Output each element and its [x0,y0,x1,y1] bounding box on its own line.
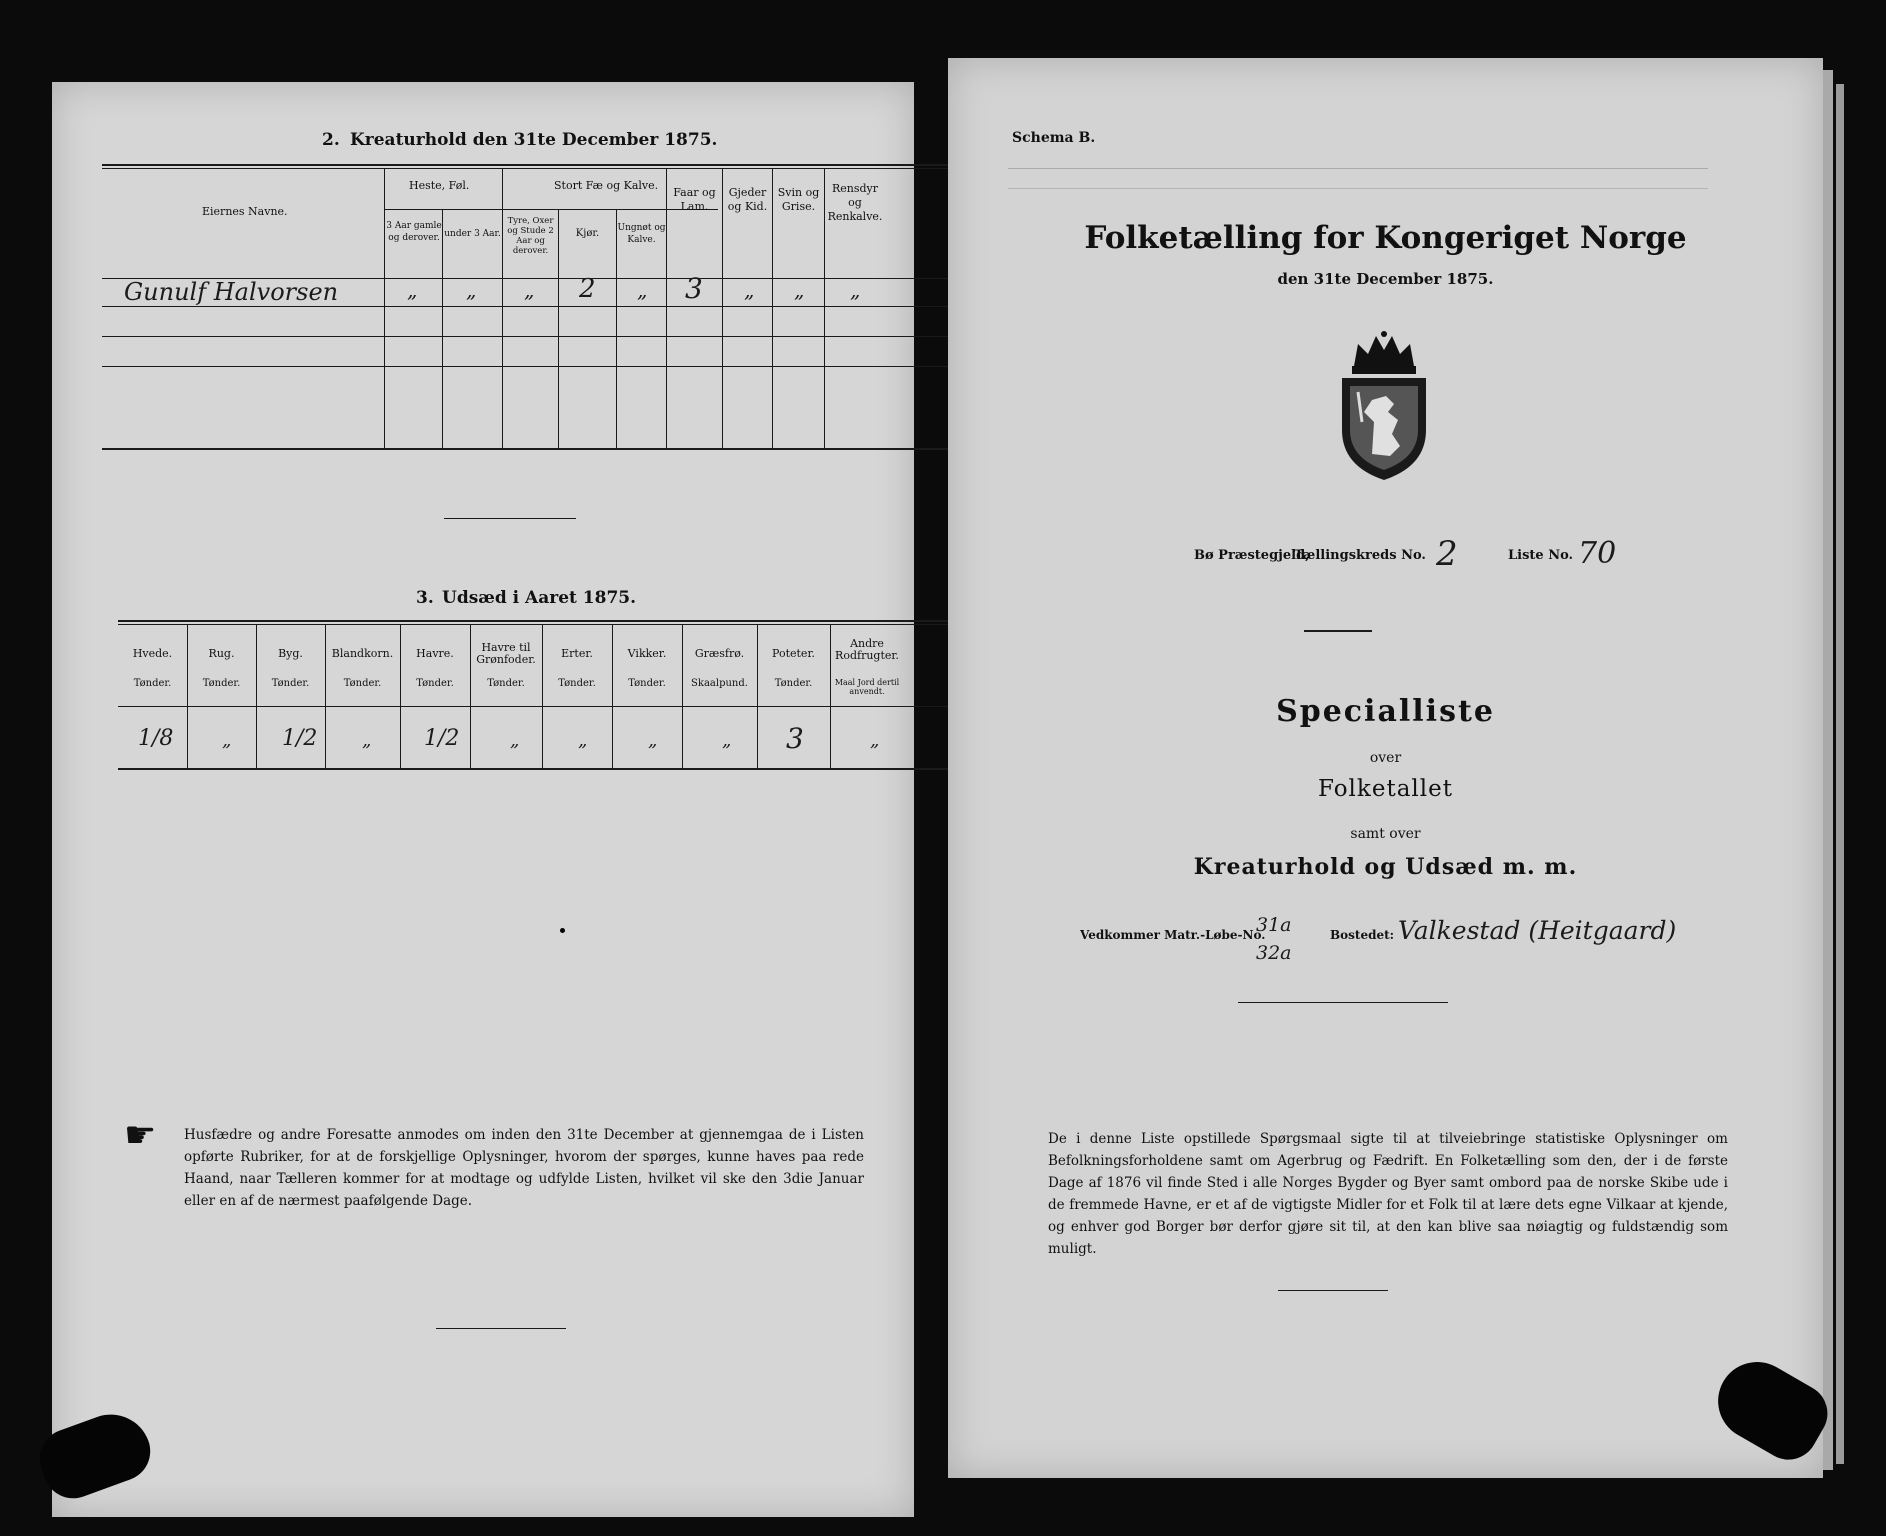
table3-cell: „ [510,730,520,751]
col-header-erter: Erter. [561,647,593,660]
owner-name-cell: Gunulf Halvorsen [124,278,339,306]
col-header-rug: Rug. [208,647,235,660]
table3-col-line [830,624,831,768]
page-edge [1836,84,1844,1464]
table3-col-line [682,624,683,768]
table2-row-rule [102,336,955,337]
table2-col-line [384,168,385,448]
col-header-gjeder: Gjeder og Kid. [727,186,768,213]
unit-andre-rodfrugter: Maal Jord dertil anvendt. [834,678,900,696]
table3-cell: „ [648,730,658,751]
unit-byg: Tønder. [271,678,310,689]
table3-col-line [470,624,471,768]
table2-cell: „ [524,278,535,302]
section3-title: Udsæd i Aaret 1875. [442,588,637,608]
section-divider [444,518,576,519]
table2-cell: „ [794,278,805,302]
right-page [948,58,1823,1478]
date-line: den 31te December 1875. [1277,270,1494,288]
table3-col-line [400,624,401,768]
table2-col-line [558,209,559,448]
col-header-ungnot: Ungnøt og Kalve. [617,223,666,245]
table2-row-rule [102,366,955,367]
unit-hvede: Tønder. [133,678,172,689]
table3-cell: 1/2 [282,726,318,751]
col-header-havre-gronfoder: Havre til Grønfoder. [476,641,536,666]
kreds-value: 2 [1436,534,1458,574]
liste-value: 70 [1578,536,1617,571]
col-header-rensdyr: Rensdyr og Renkalve. [827,182,883,223]
col-header-faar: Faar og Lam. [673,186,716,213]
table3-bottom-rule [118,768,956,770]
section2-number: 2. [322,130,340,150]
divider [1304,630,1372,632]
col-header-vikker: Vikker. [627,647,667,660]
unit-erter: Tønder. [558,678,596,689]
table2-top-rule [102,164,955,166]
col-header-poteter: Poteter. [772,647,815,660]
table3-cell: „ [722,730,732,751]
col-header-under-3: under 3 Aar. [444,229,501,239]
stort-fae-group-header: Stort Fæ og Kalve. [554,179,659,192]
bosted-value: Valkestad (Heitgaard) [1398,916,1677,945]
divider [1238,1002,1448,1003]
over-text: over [1369,750,1402,766]
matr-value-2: 32a [1256,942,1292,964]
col-header-kjor: Kjør. [575,228,600,239]
matr-value-1: 31a [1256,914,1292,936]
unit-vikker: Tønder. [628,678,666,689]
col-header-svin: Svin og Grise. [777,186,820,213]
matr-label: Vedkommer Matr.-Løbe-No. [1080,928,1266,942]
page-edge [1823,70,1833,1470]
table2-top-rule-2 [102,168,955,169]
unit-havre-gronfoder: Tønder. [487,678,525,689]
table3-col-line [325,624,326,768]
ink-dot [560,928,565,933]
table3-cell: 1/2 [424,726,460,751]
schema-label: Schema B. [1012,130,1096,146]
table2-col-line [442,209,443,448]
unit-rug: Tønder. [202,678,241,689]
folketallet-title: Folketallet [1318,776,1453,802]
coat-of-arms-icon [1328,330,1440,482]
table3-cell: „ [578,730,588,751]
table3-col-line [256,624,257,768]
liste-label: Liste No. [1508,548,1574,563]
table2-cell: „ [466,278,477,302]
table2-cell: 3 [685,272,703,305]
col-header-blandkorn: Blandkorn. [331,647,394,660]
section2-title: Kreaturhold den 31te December 1875. [350,130,718,150]
col-header-andre-rodfrugter: Andre Rodfrugter. [835,637,899,662]
unit-graesfro: Skaalpund. [691,678,748,689]
table2-cell: „ [744,278,755,302]
table2-col-line [502,168,503,448]
table3-col-line [757,624,758,768]
main-title: Folketælling for Kongeriget Norge [1084,220,1687,256]
specialliste-title: Specialliste [1276,694,1495,729]
col-header-graesfro: Græsfrø. [694,647,745,660]
bleed-through-line [1008,168,1708,169]
table3-col-line [542,624,543,768]
col-header-byg: Byg. [278,647,303,660]
owner-column-header: Eiernes Navne. [202,205,288,218]
pointing-hand-icon: ☛ [124,1115,157,1156]
bottom-divider [1278,1290,1388,1291]
kreaturhold-title: Kreaturhold og Udsæd m. m. [1193,854,1578,880]
table2-cell: „ [407,278,418,302]
col-header-tyre: Tyre, Oxer og Stude 2 Aar og derover. [507,216,554,256]
table3-cell: „ [222,730,232,751]
unit-blandkorn: Tønder. [343,678,382,689]
info-paragraph: De i denne Liste opstillede Spørgsmaal sigte til at tilveiebringe statistiske Oplysninger om Befolkningsforholdene samt om Agerbrug og Fædrift. En Folketælling som den, der i de første Dage af 1876 vil finde Sted i alle Norges Bygder og Byer samt ombord paa de norske Skibe ude i de fremmede Havne, er et af de vigtigste Midler for et Folk til at lære dets egne Vilkaar at kjende, og enhver god Borger bør derfor gjøre sit til, at den kan blive saa nøiagtig og fuldstændig som muligt. [1048,1131,1728,1257]
table3-cell: „ [870,730,880,751]
table3-cell: 1/8 [138,726,174,751]
left-page [52,82,914,1517]
table3-col-line [612,624,613,768]
table2-cell: „ [850,278,861,302]
table3-col-line [187,624,188,768]
table2-cell: 2 [579,274,596,304]
col-header-havre: Havre. [416,647,454,660]
prestegjeld-label: Bø Præstegjeld, [1194,548,1310,563]
samt-over-text: samt over [1350,826,1421,842]
bleed-through-line [1008,188,1708,189]
col-header-3-aar: 3 Aar gamle og derover. [386,221,442,243]
table2-bottom-rule [102,448,955,450]
section3-number: 3. [416,588,434,608]
table2-row-rule [102,306,955,307]
bosted-label: Bostedet: [1330,928,1395,942]
table3-cell: „ [362,730,372,751]
bottom-divider [436,1328,566,1329]
table3-cell: 3 [786,722,804,755]
col-header-hvede: Hvede. [132,647,173,660]
kreds-label: Tællingskreds No. [1294,548,1426,563]
table3-top-rule [118,620,956,622]
table2-cell: „ [637,278,648,302]
unit-poteter: Tønder. [774,678,813,689]
heste-group-header: Heste, Føl. [409,179,470,192]
unit-havre: Tønder. [416,678,454,689]
heste-subheader-rule [384,209,502,210]
notice-paragraph: Husfædre og andre Foresatte anmodes om inden den 31te December at gjennemgaa de i Listen opførte Rubriker, for at de forskjellige Oplysninger, hvorom der spørges, kunne haves paa rede Haand, naar Tælleren kommer for at modtage og udfylde Listen, hvilket vil ske den 3die Januar eller en af de nærmest paafølgende Dage. [184,1127,864,1209]
